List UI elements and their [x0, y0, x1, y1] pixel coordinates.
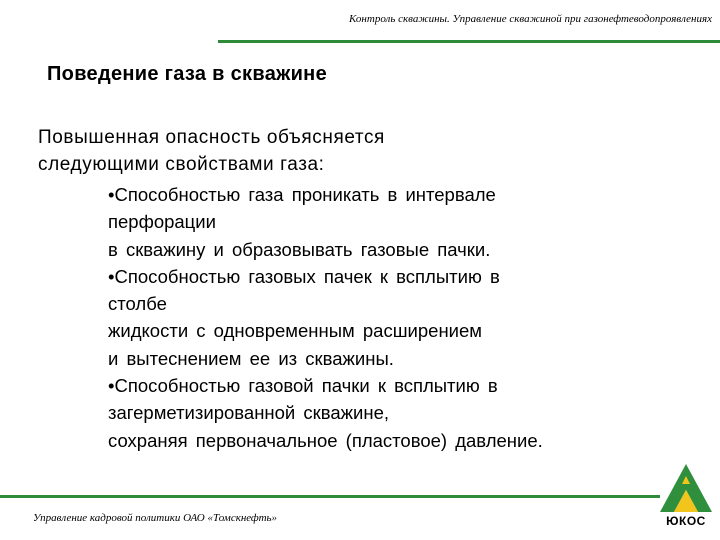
intro-line: Повышенная опасность объясняется — [38, 127, 385, 148]
intro-text — [38, 124, 385, 178]
bullet-list — [108, 181, 708, 454]
bullet-line: сохраняя первоначальное (пластовое) давление. — [108, 429, 543, 451]
bullet-line: жидкости с одновременным расширением — [108, 320, 483, 342]
bullet-line: •Способностью газовых пачек к всплытию в — [108, 265, 500, 287]
bullet-line: и вытеснением ее из скважины. — [108, 347, 394, 369]
bullet-line: в скважину и образовывать газовые пачки. — [108, 238, 491, 260]
header-subtitle: Контроль скважины. Управление скважиной при газонефтеводопроявлениях — [349, 13, 712, 25]
bullet-line: столбе — [108, 293, 167, 315]
bullet-line: •Способностью газа проникать в интервале — [108, 184, 496, 205]
bullet-line: загерметизированной скважине, — [108, 402, 389, 424]
footer-text: Управление кадровой политики ОАО «Томскнефть» — [33, 512, 278, 524]
slide-title: Поведение газа в скважине — [47, 63, 327, 85]
footer-divider — [0, 495, 660, 498]
bullet-line: перфорации — [108, 211, 216, 233]
bullet-line: •Способностью газовой пачки к всплытию в — [108, 375, 498, 397]
logo-text: ЮКОС — [666, 514, 706, 528]
intro-line: следующими свойствами газа: — [38, 154, 325, 175]
header-divider — [218, 40, 720, 43]
